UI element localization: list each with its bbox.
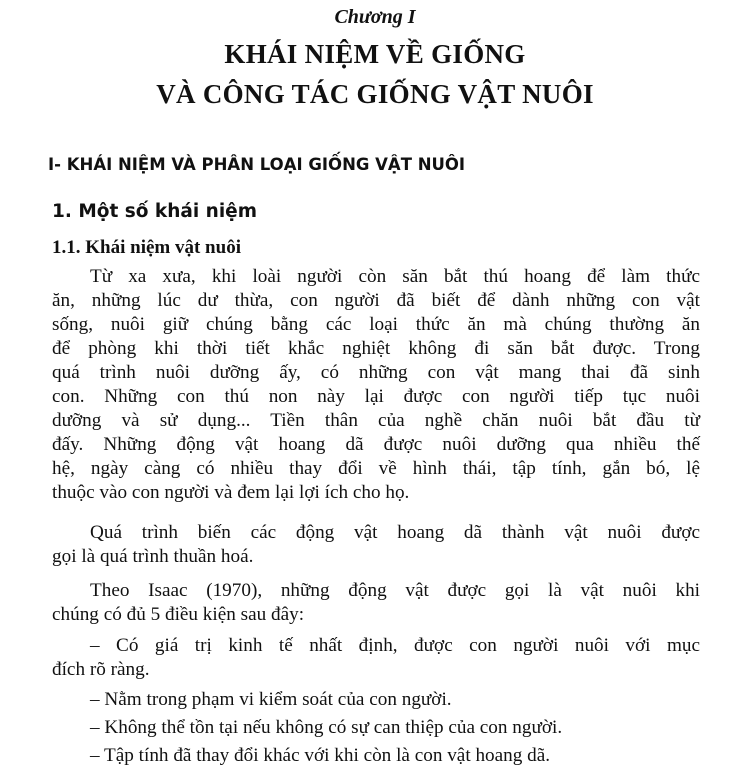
condition-item: – Nằm trong phạm vi kiểm soát của con người. (90, 689, 452, 710)
chapter-title-line-1: KHÁI NIỆM VỀ GIỐNG (224, 39, 526, 69)
paragraph-line: chúng có đủ 5 điều kiện sau đây: (52, 604, 305, 625)
condition-item: – Có giá trị kinh tế nhất định, được con người nuôi với mục (90, 635, 700, 656)
paragraph-line: Quá trình biến các động vật hoang dã thành vật nuôi được (90, 522, 700, 543)
chapter-label: Chương I (334, 6, 416, 28)
paragraph-line: dưỡng và sử dụng... Tiền thân của nghề chăn nuôi bắt đầu từ (52, 410, 700, 431)
paragraph-line: thuộc vào con người và đem lại lợi ích cho họ. (52, 482, 410, 503)
paragraph-line: sống, nuôi giữ chúng bằng các loại thức ăn mà chúng thường ăn (52, 314, 700, 335)
section-heading: I- KHÁI NIỆM VÀ PHÂN LOẠI GIỐNG VẬT NUÔI (48, 155, 466, 174)
subheading-1-1: 1.1. Khái niệm vật nuôi (52, 237, 241, 258)
paragraph-line: ăn, những lúc dư thừa, con người đã biết để dành những con vật (52, 290, 700, 311)
paragraph-line: quá trình nuôi dưỡng ấy, có những con vật mang thai đã sinh (52, 362, 700, 383)
paragraph-line: Theo Isaac (1970), những động vật được gọi là vật nuôi khi (90, 580, 700, 601)
paragraph-line: con. Những con thú non này lại được con người tiếp tục nuôi (52, 386, 700, 407)
condition-item: – Không thể tồn tại nếu không có sự can thiệp của con người. (90, 717, 563, 738)
paragraph-line: đấy. Những động vật hoang dã được nuôi dưỡng qua nhiều thế (52, 434, 700, 455)
paragraph-line: để phòng khi thời tiết khắc nghiệt không đi săn bắt được. Trong (52, 338, 700, 359)
subheading-1: 1. Một số khái niệm (52, 201, 257, 222)
paragraph-line: gọi là quá trình thuần hoá. (52, 546, 254, 567)
chapter-title-line-2: VÀ CÔNG TÁC GIỐNG VẬT NUÔI (156, 79, 594, 109)
condition-item-continued: đích rõ ràng. (52, 659, 150, 680)
paragraph-line: Từ xa xưa, khi loài người còn săn bắt thú hoang để làm thức (90, 266, 700, 287)
paragraph-line: hệ, ngày càng có nhiều thay đổi về hình thái, tập tính, gắn bó, lệ (52, 458, 700, 479)
condition-item: – Tập tính đã thay đổi khác với khi còn là con vật hoang dã. (90, 745, 551, 766)
